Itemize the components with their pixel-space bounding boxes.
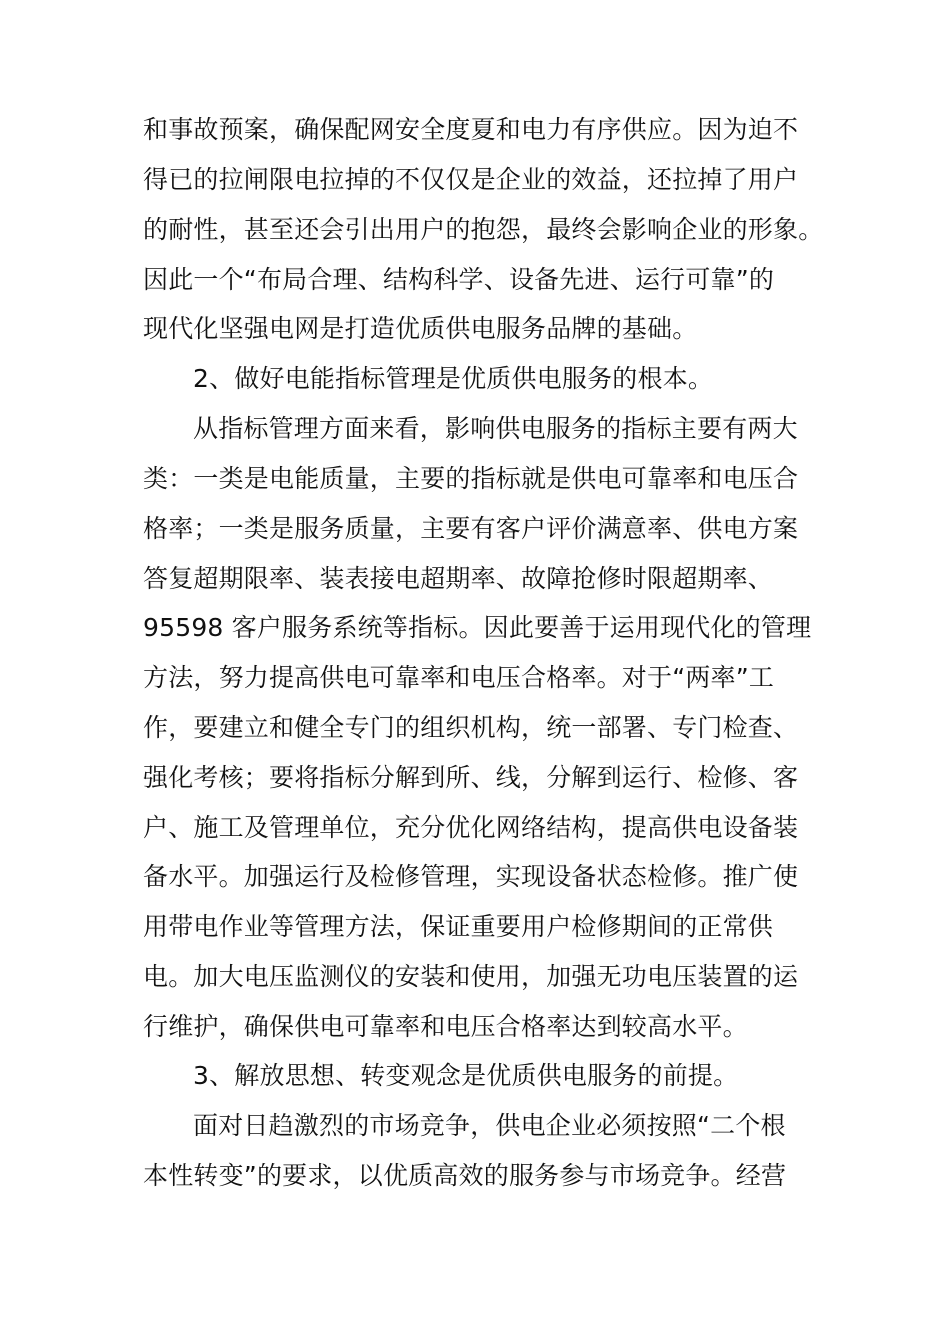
text-line: 电。加大电压监测仪的安装和使用，加强无功电压装置的运 <box>143 962 799 991</box>
text-line: 面对日趋激烈的市场竞争，供电企业必须按照“二个根 <box>193 1111 786 1140</box>
section-heading: 3、解放思想、转变观念是优质供电服务的前提。 <box>193 1061 739 1090</box>
text-line: 本性转变”的要求，以优质高效的服务参与市场竞争。经营 <box>143 1161 787 1190</box>
text-line: 类：一类是电能质量，主要的指标就是供电可靠率和电压合 <box>143 464 799 493</box>
text-line: 现代化坚强电网是打造优质供电服务品牌的基础。 <box>143 314 698 343</box>
text-line: 和事故预案，确保配网安全度夏和电力有序供应。因为迫不 <box>143 115 799 144</box>
section-heading: 2、做好电能指标管理是优质供电服务的根本。 <box>193 364 714 393</box>
text-line: 方法，努力提高供电可靠率和电压合格率。对于“两率”工 <box>143 663 775 692</box>
text-line: 备水平。加强运行及检修管理，实现设备状态检修。推广使 <box>143 862 799 891</box>
text-line: 格率；一类是服务质量，主要有客户评价满意率、供电方案 <box>143 514 799 543</box>
text-line: 95598 客户服务系统等指标。因此要善于运用现代化的管理 <box>143 613 812 642</box>
text-line: 从指标管理方面来看，影响供电服务的指标主要有两大 <box>193 414 798 443</box>
text-line: 用带电作业等管理方法，保证重要用户检修期间的正常供 <box>143 912 774 941</box>
text-line: 户、施工及管理单位，充分优化网络结构，提高供电设备装 <box>143 813 799 842</box>
text-line: 得已的拉闸限电拉掉的不仅仅是企业的效益，还拉掉了用户 <box>143 165 799 194</box>
text-line: 答复超期限率、装表接电超期率、故障抢修时限超期率、 <box>143 564 774 593</box>
text-line: 的耐性，甚至还会引出用户的抱怨，最终会影响企业的形象。 <box>143 215 824 244</box>
text-line: 因此一个“布局合理、结构科学、设备先进、运行可靠”的 <box>143 265 775 294</box>
text-line: 作，要建立和健全专门的组织机构，统一部署、专门检查、 <box>143 713 799 742</box>
text-line: 强化考核；要将指标分解到所、线，分解到运行、检修、客 <box>143 763 799 792</box>
text-line: 行维护，确保供电可靠率和电压合格率达到较高水平。 <box>143 1012 748 1041</box>
